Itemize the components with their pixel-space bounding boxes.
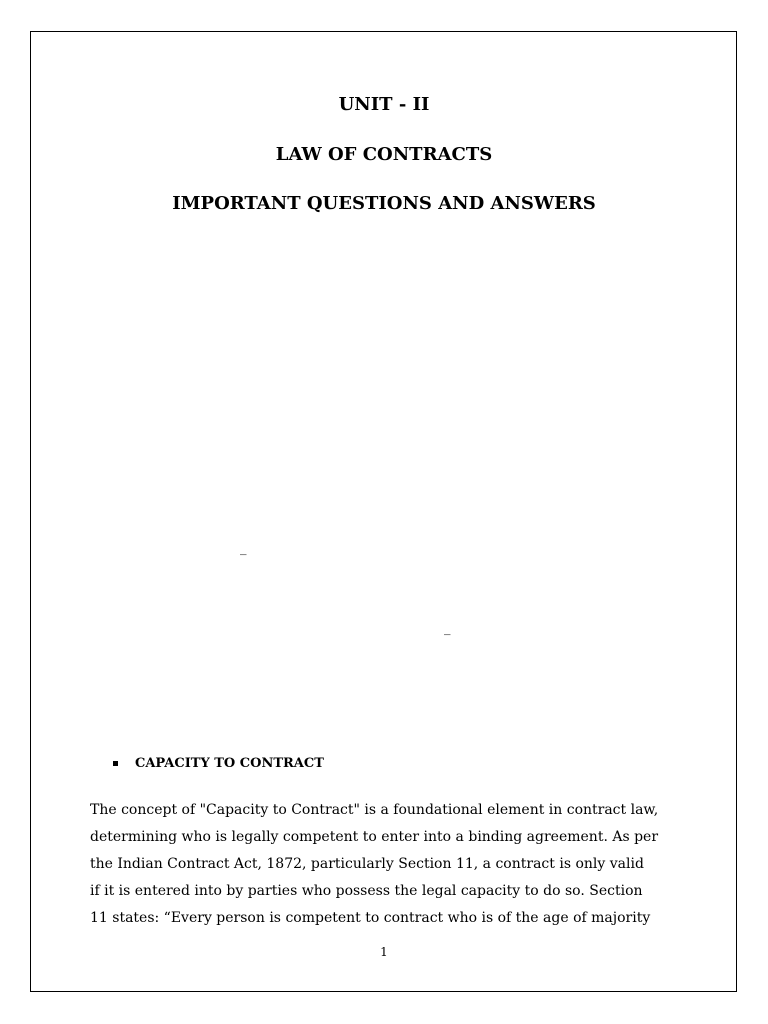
stray-dash-mark: _ <box>240 541 247 556</box>
paragraph-line: The concept of "Capacity to Contract" is a foundational element in contract law, <box>90 802 659 818</box>
body-paragraph <box>90 797 700 932</box>
unit-heading: UNIT - II <box>338 94 430 115</box>
subject-heading: LAW OF CONTRACTS <box>275 144 493 165</box>
page-number: 1 <box>380 945 388 959</box>
paragraph-line: the Indian Contract Act, 1872, particularly Section 11, a contract is only valid <box>90 856 644 872</box>
paragraph-line: if it is entered into by parties who possess the legal capacity to do so. Section <box>90 883 643 899</box>
subtitle-heading: IMPORTANT QUESTIONS AND ANSWERS <box>172 193 596 214</box>
square-bullet-icon <box>113 761 118 766</box>
paragraph-line: 11 states: “Every person is competent to contract who is of the age of majority <box>90 910 651 926</box>
stray-dash-mark: _ <box>444 621 451 636</box>
paragraph-line: determining who is legally competent to enter into a binding agreement. As per <box>90 829 659 845</box>
section-heading: CAPACITY TO CONTRACT <box>135 756 324 771</box>
